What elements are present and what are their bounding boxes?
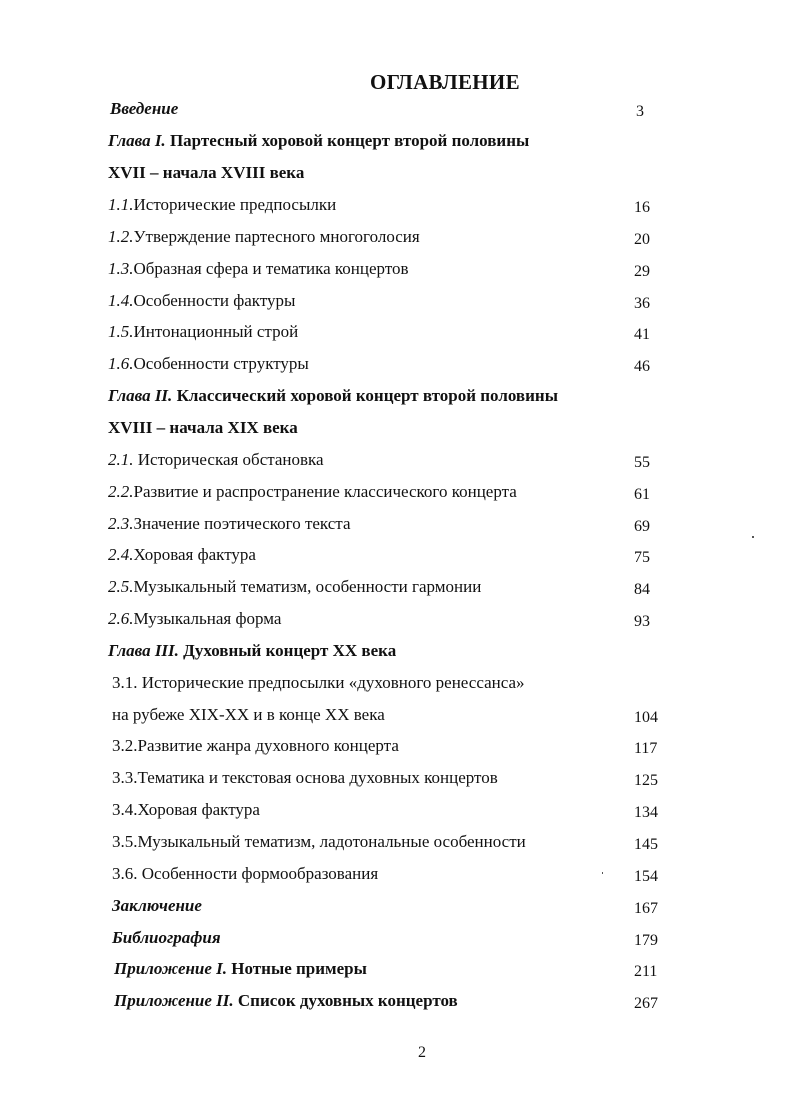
toc-chapter-title-cont: XVIII – начала XIX века (108, 418, 298, 437)
toc-entry-page: 267 (634, 995, 658, 1012)
toc-entry-page: 55 (634, 454, 650, 471)
toc-entry-page: 36 (634, 295, 650, 312)
toc-entry-page: 93 (634, 613, 650, 630)
toc-entry-title: Введение (110, 99, 179, 118)
toc-entry-3-4 (112, 800, 672, 828)
toc-entry-2-2 (108, 482, 668, 510)
toc-section-number: 1.3. (108, 259, 134, 278)
toc-entry-page: 75 (634, 549, 650, 566)
toc-section-title: 3.1. Исторические предпосылки «духовного ренессанса» (112, 673, 525, 692)
toc-entry-page: 84 (634, 581, 650, 598)
toc-entry-page: 179 (634, 932, 658, 949)
scan-speck (602, 872, 603, 874)
toc-entry-page: 134 (634, 804, 658, 821)
toc-section-title: Музыкальная форма (133, 609, 282, 628)
toc-section-title: Исторические предпосылки (133, 195, 337, 214)
toc-chapter-label: Глава II. (108, 386, 173, 405)
toc-entry-chapter-3 (108, 641, 668, 669)
toc-section-title: Музыкальный тематизм, особенности гармонии (133, 577, 482, 596)
toc-entry-2-5 (108, 577, 668, 605)
toc-section-title: Особенности фактуры (133, 291, 296, 310)
toc-chapter-label: Глава I. (108, 131, 166, 150)
toc-chapter-title: Партесный хоровой концерт второй половины (165, 131, 530, 150)
toc-entry-1-6 (108, 354, 668, 382)
toc-entry-1-4 (108, 291, 668, 319)
toc-entry-page: 16 (634, 199, 650, 216)
toc-section-number: 1.1. (108, 195, 134, 214)
toc-entry-page: 211 (634, 963, 658, 980)
toc-section-title: Образная сфера и тематика концертов (133, 259, 409, 278)
toc-entry-3-5 (112, 832, 672, 860)
toc-entry-page: 29 (634, 263, 650, 280)
toc-section-title: Значение поэтического текста (133, 514, 351, 533)
toc-section-title: на рубеже XIX-XX и в конце XX века (112, 705, 385, 724)
toc-entry-2-3 (108, 514, 668, 542)
toc-entry-1-3 (108, 259, 668, 287)
toc-entry-2-6 (108, 609, 668, 637)
toc-entry-appendix-1 (114, 959, 674, 987)
toc-section-title: 3.5.Музыкальный тематизм, ладотональные особенности (112, 832, 526, 851)
toc-entry-page: 20 (634, 231, 650, 248)
toc-entry-page: 154 (634, 868, 658, 885)
toc-chapter-title: Духовный концерт XX века (178, 641, 397, 660)
toc-section-number: 1.2. (108, 227, 134, 246)
toc-section-title: 3.2.Развитие жанра духовного концерта (112, 736, 399, 755)
toc-section-title: Развитие и распространение классического концерта (133, 482, 517, 501)
toc-entry-1-1 (108, 195, 668, 223)
toc-entry-page: 41 (634, 326, 650, 343)
toc-section-title: Особенности структуры (133, 354, 309, 373)
toc-appendix-title: Нотные примеры (227, 959, 367, 978)
toc-entry-page: 3 (636, 103, 644, 120)
toc-entry-3-6 (112, 864, 672, 892)
toc-section-number: 2.5. (108, 577, 134, 596)
toc-entry-2-4 (108, 545, 668, 573)
toc-section-number: 1.6. (108, 354, 134, 373)
toc-chapter-title: Классический хоровой концерт второй половины (172, 386, 558, 405)
toc-entry-chapter-1-cont (108, 163, 668, 191)
toc-entry-chapter-2-cont (108, 418, 668, 446)
toc-entry-1-2 (108, 227, 668, 255)
toc-section-title: 3.3.Тематика и текстовая основа духовных концертов (112, 768, 498, 787)
toc-section-title: 3.4.Хоровая фактура (112, 800, 260, 819)
toc-section-title: Хоровая фактура (133, 545, 256, 564)
toc-entry-title: Библиография (112, 928, 221, 947)
toc-section-number: 2.4. (108, 545, 134, 564)
page-number: 2 (418, 1044, 426, 1061)
toc-entry-page: 61 (634, 486, 650, 503)
toc-entry-bibliography (112, 928, 672, 956)
toc-appendix-title: Список духовных концертов (233, 991, 458, 1010)
toc-section-number: 2.3. (108, 514, 134, 533)
toc-entry-3-2 (112, 736, 672, 764)
scan-speck (752, 536, 754, 538)
toc-entry-chapter-1 (108, 131, 668, 159)
toc-entry-page: 125 (634, 772, 658, 789)
page-title: ОГЛАВЛЕНИЕ (370, 70, 520, 94)
toc-entry-introduction (110, 99, 670, 127)
toc-entry-chapter-2 (108, 386, 668, 414)
toc-section-number: 2.6. (108, 609, 134, 628)
toc-appendix-label: Приложение II. (114, 991, 234, 1010)
toc-entry-conclusion (112, 896, 672, 924)
toc-entry-3-3 (112, 768, 672, 796)
toc-section-number: 2.1. (108, 450, 134, 469)
toc-section-number: 1.4. (108, 291, 134, 310)
toc-entry-appendix-2 (114, 991, 674, 1019)
toc-entry-page: 69 (634, 518, 650, 535)
toc-section-title: Утверждение партесного многоголосия (133, 227, 420, 246)
toc-entry-page: 46 (634, 358, 650, 375)
toc-entry-3-1 (112, 673, 672, 701)
toc-entry-1-5 (108, 322, 668, 350)
toc-section-number: 2.2. (108, 482, 134, 501)
toc-entry-page: 117 (634, 740, 658, 757)
toc-entry-2-1 (108, 450, 668, 478)
toc-entry-page: 104 (634, 709, 658, 726)
toc-entry-page: 145 (634, 836, 658, 853)
toc-appendix-label: Приложение I. (114, 959, 228, 978)
toc-chapter-label: Глава III. (108, 641, 179, 660)
toc-entry-page: 167 (634, 900, 658, 917)
toc-section-title: Интонационный строй (133, 322, 299, 341)
toc-section-title: 3.6. Особенности формообразования (112, 864, 379, 883)
toc-chapter-title-cont: XVII – начала XVIII века (108, 163, 305, 182)
toc-entry-title: Заключение (112, 896, 202, 915)
toc-section-title: Историческая обстановка (133, 450, 324, 469)
toc-section-number: 1.5. (108, 322, 134, 341)
toc-entry-3-1-cont (112, 705, 672, 733)
